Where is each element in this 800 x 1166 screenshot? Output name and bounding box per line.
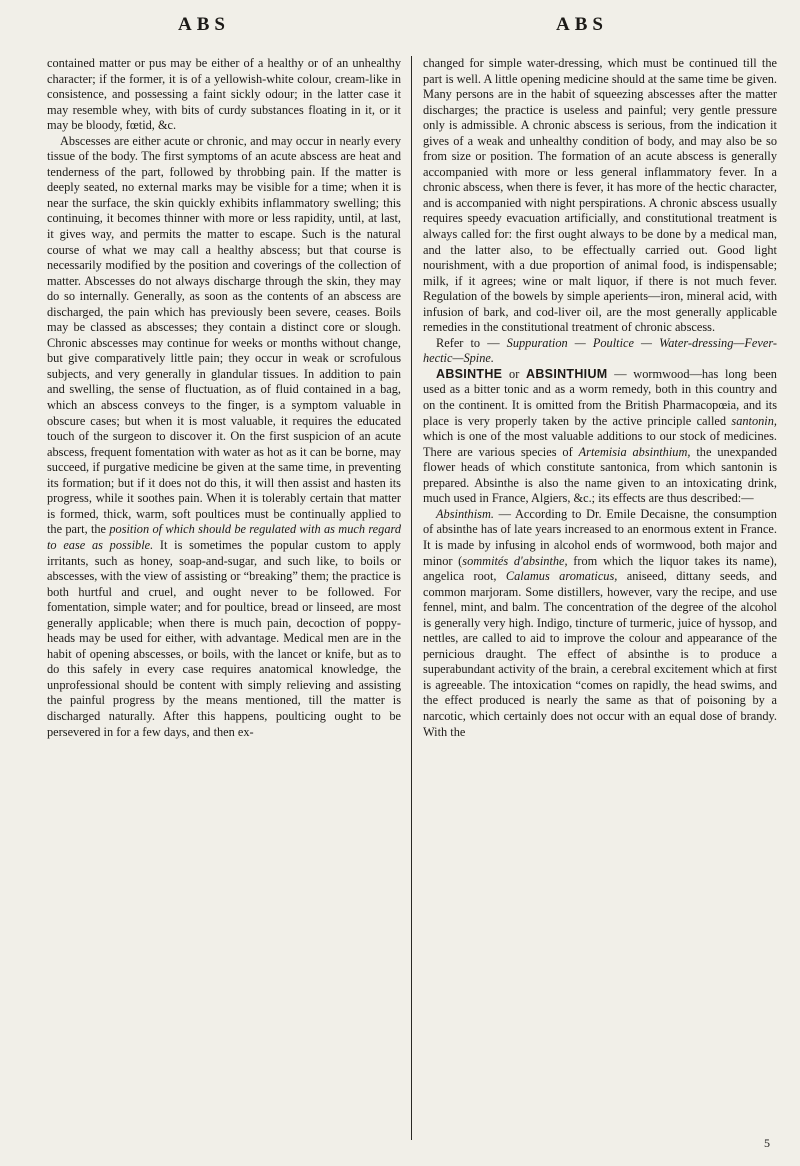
- term-sommites: sommités d'absinthe,: [462, 553, 568, 568]
- absinthism-text-3: aniseed, dittany seeds, and common marjoram. Some distillers, however, vary the recipe, and use fennel, mint, and balm. The concentration of the degree of the alcohol is generally very high. Indigo, tincture of turmeric, juice of hyssop, and nettles, are called to aid to improve the colour and appearance of the pernicious draught. The effect of absinthe is to produce a superabundant activity of the brain, a cerebral excitement which at first is agreeable. The intoxication “comes on rapidly, the head swims, and the effect produced is nearly the same as that of poisoning by a narcotic, which certainly does not occur with an equal dose of brandy. With the: [423, 569, 777, 739]
- abscess-text: Abscesses are either acute or chronic, and may occur in nearly every tissue of the body. The first symptoms of an acute abscess are heat and tenderness of the part, followed by throbbing pain. If the matter is deeply seated, no external marks may be visible for a time; when it is near the surface, the skin quickly exhibits inflammatory swelling; this continuing, it becomes thinner with more or less rapidity, until, at last, it gives way, and permits the matter to escape. Such is the natural course of what we may call a healthy abscess; but that course is necessarily modified by the position and coverings of the collection of matter. Abscesses do not always discharge through the skin, they may do so internally. Generally, as soon as the contents of an abscess are discharged, the pain which has previously been severe, ceases. Boils may be classed as abscesses; they contain a distinct core or slough. Chronic abscesses may continue for weeks or months without change, but give comparatively little pain; they occur in weak or scrofulous subjects, and very generally in glandular tissues. In addition to pain and swelling, the sense of fluctuation, as of fluid contained in a bag, which an abscess conveys to the finger, is a symptom valuable in obscure cases; but when it is most valuable, it requires the educated touch of the surgeon to discover it. On the first suspicion of an acute abscess, frequent fomentation with water as hot as it can be borne, may succeed, if purgative medicine be given at the same time, in preventing its formation; but if it does not do this, it will then assist and hasten its progress, while it soothes pain. When it is tolerably certain that matter is formed, thick, warm, soft poultices must be continually applied to the part, the: [47, 133, 401, 537]
- entry-absinthism: [423, 507, 777, 740]
- right-column: [423, 56, 777, 740]
- paragraph-abscess-types: [47, 134, 401, 740]
- absinthism-text: — According to Dr. Emile Decaisne, the consumption of absinthe has of late years increased to an enormous extent in France. It is made by infusing in alcohol ends of wormwood, both major and minor (: [423, 506, 777, 568]
- term-artemisia: Artemisia absinthium,: [578, 444, 691, 459]
- italic-position-note: position of which should be regulated with as much regard to ease as possible.: [47, 522, 402, 552]
- headword-absinthium: ABSINTHIUM: [526, 366, 608, 381]
- refer-lead: Refer to —: [436, 335, 500, 350]
- paragraph-pus-character: contained matter or pus may be either of a healthy or of an unhealthy character; if the former, it is of a yellowish-white colour, cream-like in consistence, and possessing a faint sickly odour; in the latter case it may resemble whey, with bits of curdy substances floating in it, or it may be bloody, fœtid, &c.: [47, 56, 401, 133]
- term-calamus: Calamus aromaticus,: [505, 569, 618, 584]
- entry-absinthe: [423, 367, 777, 507]
- paragraph-water-dressing: changed for simple water-dressing, which must be continued till the part is well. A little opening medicine should at the same time be given. Many persons are in the habit of squeezing abscesses after the matter discharges; the practice is useless and painful; very gentle pressure only is admissible. A chronic abscess is serious, from the indication it gives of a weak and unhealthy condition of body, and may also be so from size or position. The formation of an acute abscess is generally accompanied with more or less general inflammatory fever. In a chronic abscess, when there is fever, it has more of the hectic character, and is accompanied with night perspirations. A chronic abscess usually requires speedy evacuation artificially, and constitutional treatment is always called for: the first ought always to be done by a medical man, and the latter also, to be effectually carried out. Good light nourishment, with a due proportion of animal food, is indispensable; milk, if it agrees; wine or malt liquor, if there is not much fever. Regulation of the bowels by simple aperients—iron, mineral acid, with infusion of bark, and cod-liver oil, are the most generally applicable remedies in the constitutional treatment of chronic abscess.: [423, 56, 777, 335]
- running-head-left: ABS: [178, 14, 230, 35]
- term-santonin: santonin,: [731, 413, 777, 428]
- column-divider: [411, 56, 412, 1140]
- refer-links: Suppuration — Poultice — Water-dressing—Fever-hectic—Spine.: [423, 335, 778, 366]
- abscess-text-continued: It is sometimes the popular custom to apply irritants, such as honey, soap-and-sugar, and such like, to boils or abscesses, with the view of assisting or “breaking” them; the practice is both hurtful and cruel, and ought never to be followed. For fomentation, simple water; and for poultice, bread or linseed, are most generally applicable; when there is much pain, decoction of poppy-heads may be used for either, with advantage. Medical men are in the habit of opening abscesses, or boils, with the lancet or knife, but as to do this safely in every case requires anatomical knowledge, the unprofessional should be content with simply relieving and assisting the painful progress by the means mentioned, till the matter is discharged naturally. After this happens, poulticing ought to be persevered in for a few days, and then ex-: [47, 537, 401, 739]
- running-head-right: ABS: [556, 14, 608, 35]
- page-number: 5: [764, 1136, 770, 1150]
- subhead-absinthism: Absinthism.: [436, 506, 494, 521]
- absinthism-text-2: from which the liquor takes its name), angelica root,: [423, 553, 777, 584]
- headword-absinthe: ABSINTHE: [436, 366, 503, 381]
- headword-or: or: [509, 366, 520, 381]
- absinthe-text-2: which is one of the most valuable additions to our stock of medicines. There are various species of: [423, 429, 777, 459]
- refer-to-line: [423, 336, 777, 367]
- left-column: [47, 56, 401, 740]
- absinthe-text-3: the unexpanded flower heads of which constitute santonica, from which santonin is prepared. Absinthe is also the name given to an intoxicating drink, much used in France, Algiers, &c.; its effects are thus described:—: [423, 444, 777, 506]
- absinthe-text: — wormwood—has long been used as a bitter tonic and as a worm remedy, both in this country and on the continent. It is omitted from the British Pharmacopœia, and its place is very properly taken by the active principle called: [423, 366, 777, 428]
